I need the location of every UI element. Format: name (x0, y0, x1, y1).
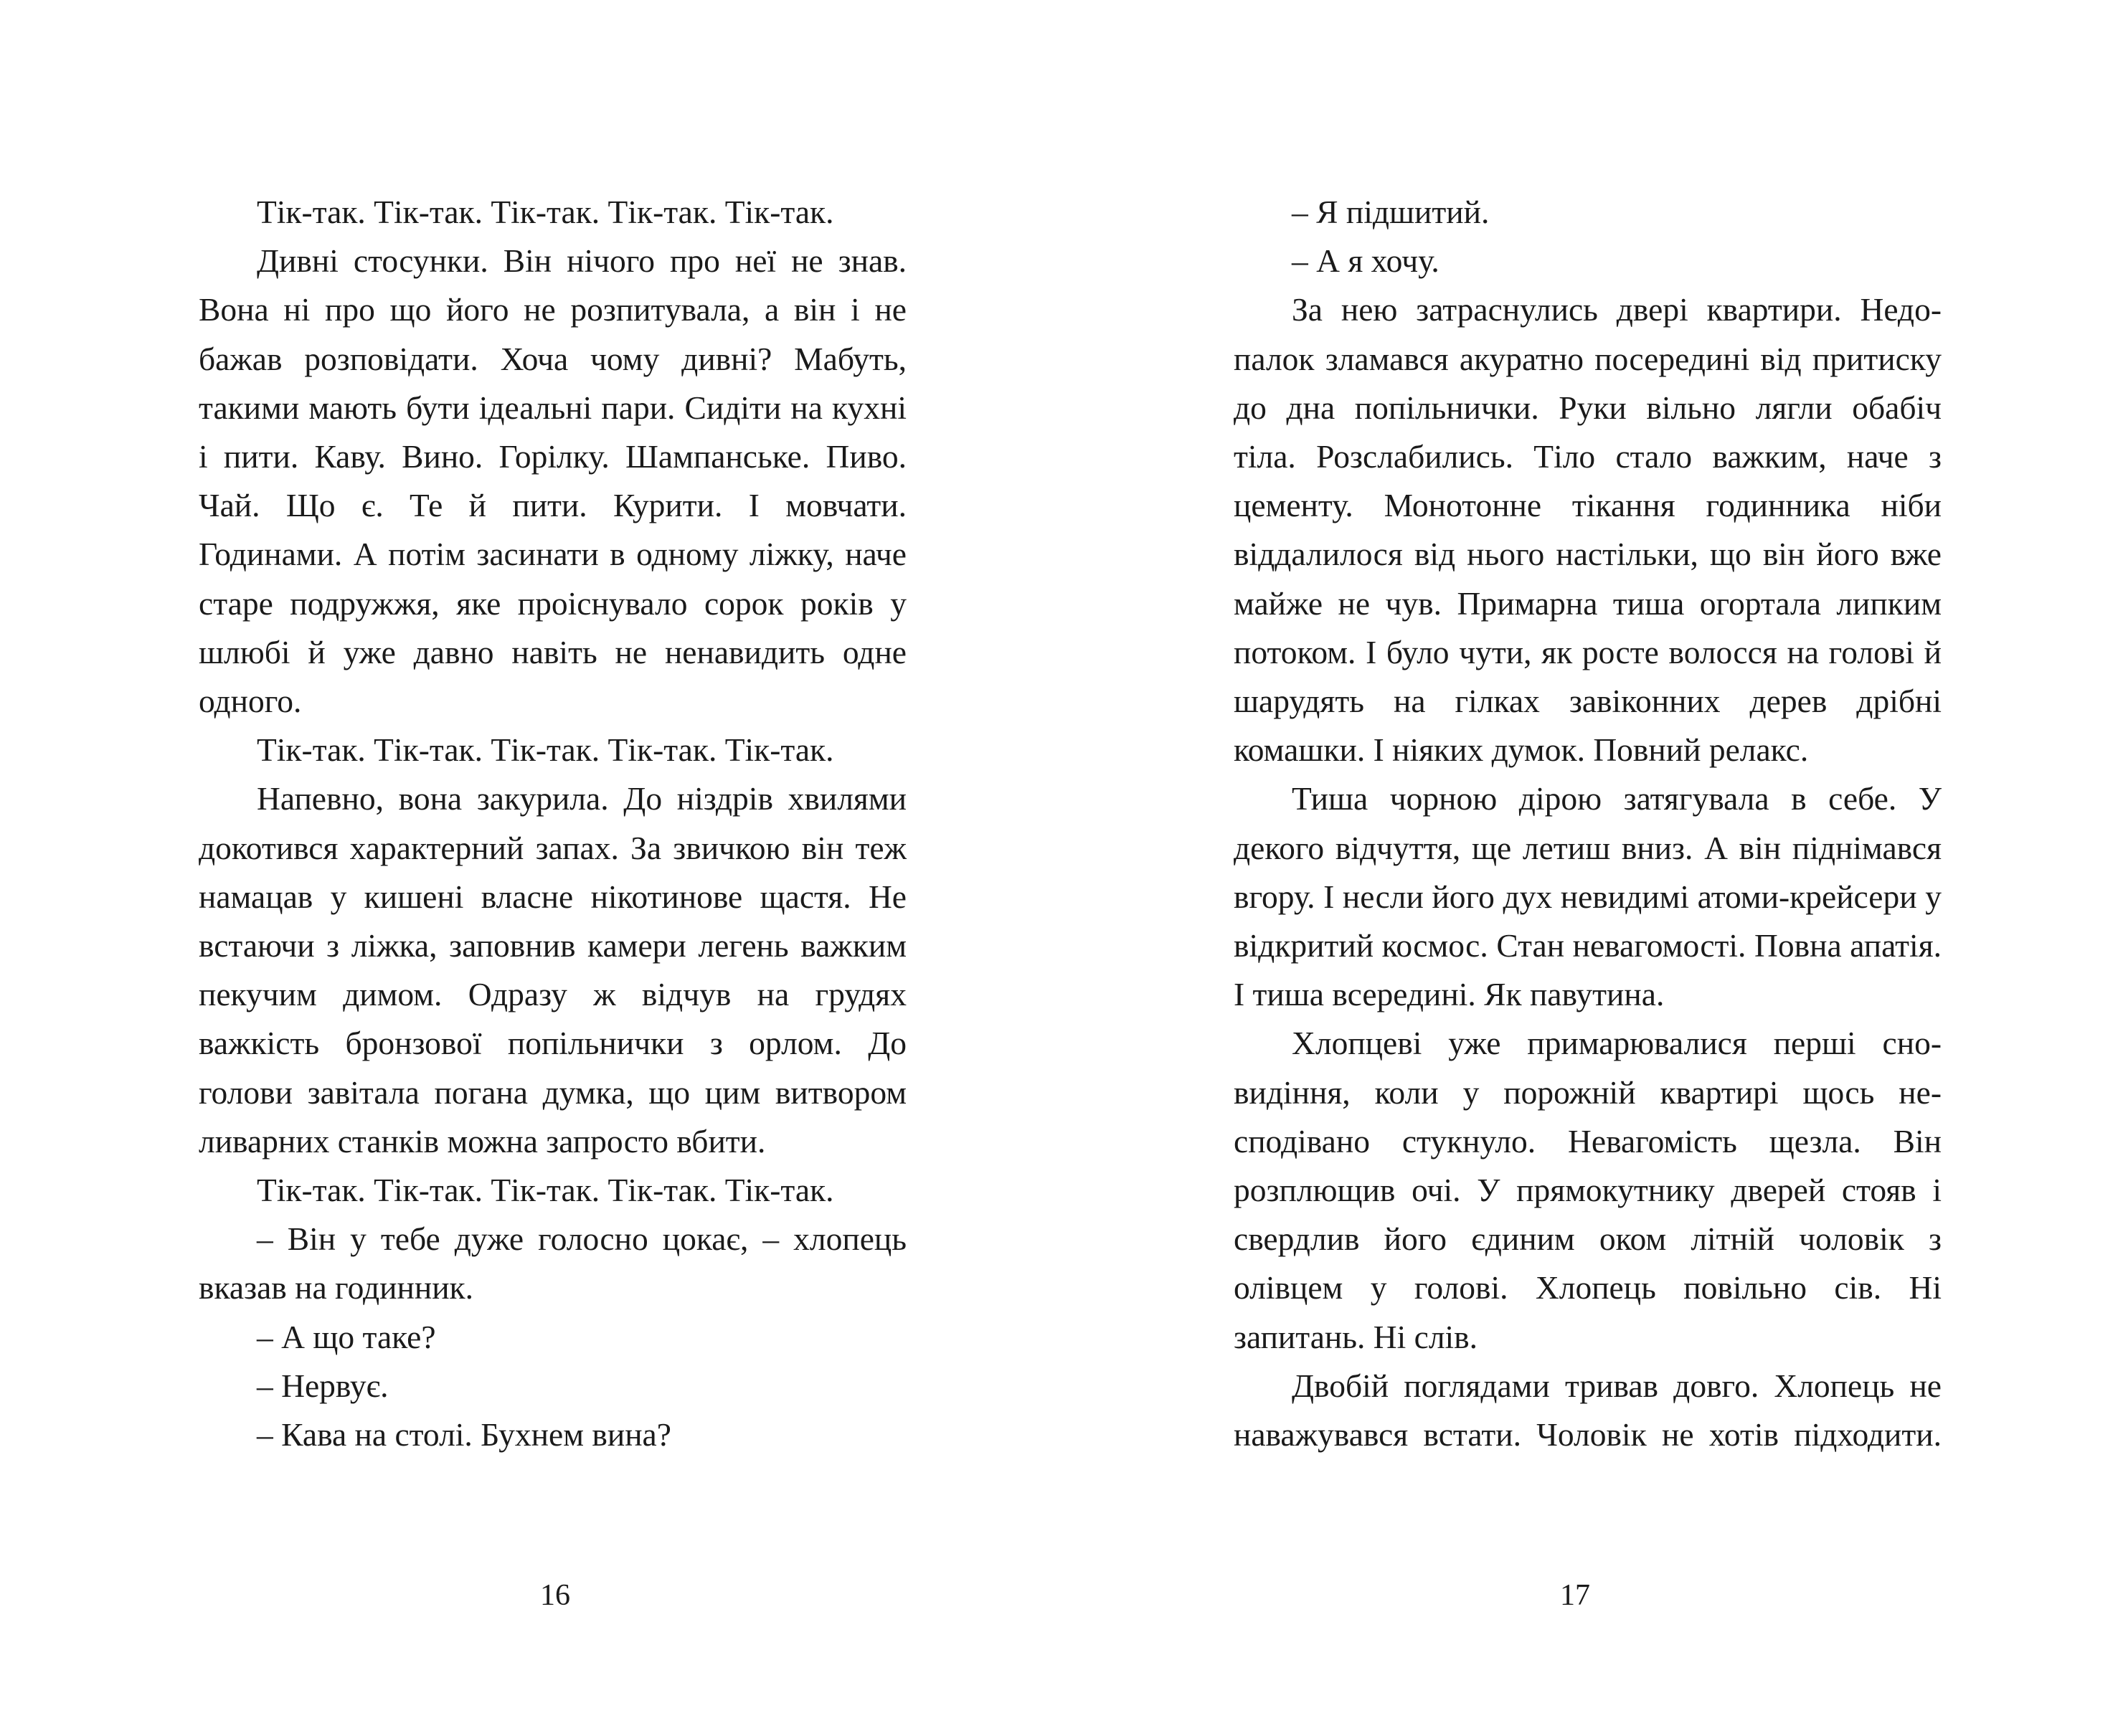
dialogue-line: – Я підшитий. (1292, 194, 1490, 230)
page-number: 16 (540, 1579, 570, 1612)
page-number: 17 (1560, 1579, 1590, 1612)
dialogue-line: – Нервує. (257, 1367, 389, 1404)
dialogue-line: – Кава на столі. Бухнем вина? (257, 1416, 671, 1453)
paragraph: Хлопцеві уже примарювалися перші сновидіння, коли у порожній квартирі щось несподівано стукнуло. Невагомість щезла. Він розплющив очі. У прямокутнику дверей стояв і свердлив його єдиним оком літній чоловік з олівцем у голові. Хлопець повільно сів. Ні запитань. Ні слів. (1234, 1025, 1942, 1355)
paragraph-refrain: Тік-так. Тік-так. Тік-так. Тік-так. Тік-так. (257, 194, 834, 230)
right-page-text (1234, 188, 1942, 1459)
dialogue-line: – Він у тебе дуже голосно цокає, – хлопець вказав на годинник. (199, 1220, 907, 1306)
right-page (1059, 0, 2118, 1736)
paragraph: Дивні стосунки. Він нічого про неї не знав. Вона ні про що його не розпитувала, а він і не бажав розповідати. Хоча чому дивні? Мабуть, такими мають бути ідеальні пари. Сидіти на кухні і пити. Каву. Вино. Горілку. Шампанське. Пиво. Чай. Що є. Те й пити. Курити. І мовчати. Годинами. А потім засинати в одному ліжку, наче старе подружжя, яке проіснувало сорок років у шлюбі й уже давно навіть не ненавидить одне одного. (199, 242, 907, 720)
left-page-text (199, 188, 907, 1459)
dialogue-line: – А я хочу. (1292, 242, 1439, 280)
paragraph: Тиша чорною дірою затягувала в себе. У декого відчуття, ще летиш вниз. А він піднімався вгору. І несли його дух невидимі атоми-крейсери у відкритий космос. Стан невагомості. Повна апатія. І тиша всередині. Як павутина. (1234, 780, 1942, 1013)
paragraph-refrain: Тік-так. Тік-так. Тік-так. Тік-так. Тік-так. (257, 1172, 834, 1209)
dialogue-line: – А що таке? (257, 1318, 436, 1355)
paragraph: Напевно, вона закурила. До ніздрів хвилями докотився характерний запах. За звичкою він теж намацав у кишені власне нікотинове щастя. Не встаючи з ліжка, заповнив камери легень важким пекучим димом. Одразу ж відчув на грудях важкість бронзової попільнички з орлом. До голови завітала погана думка, що цим витвором ливарних станків можна запросто вбити. (199, 780, 907, 1159)
paragraph: Двобій поглядами тривав довго. Хлопець не наважувався встати. Чоловік не хотів підходити. (1234, 1367, 1942, 1453)
paragraph-refrain: Тік-так. Тік-так. Тік-так. Тік-так. Тік-так. (257, 731, 834, 769)
paragraph: За нею затраснулись двері квартири. Недопалок зламався акуратно посередині від притиску до дна попільнички. Руки вільно лягли обабіч тіла. Розслабились. Тіло стало важким, наче з цементу. Монотонне тікання годинника ніби віддалилося від нього настільки, що він його вже майже не чув. Примарна тиша огортала липким потоком. І було чути, як росте волосся на голові й шарудять на гілках завіконних дерев дрібні комашки. І ніяких думок. Повний релакс. (1234, 291, 1942, 769)
